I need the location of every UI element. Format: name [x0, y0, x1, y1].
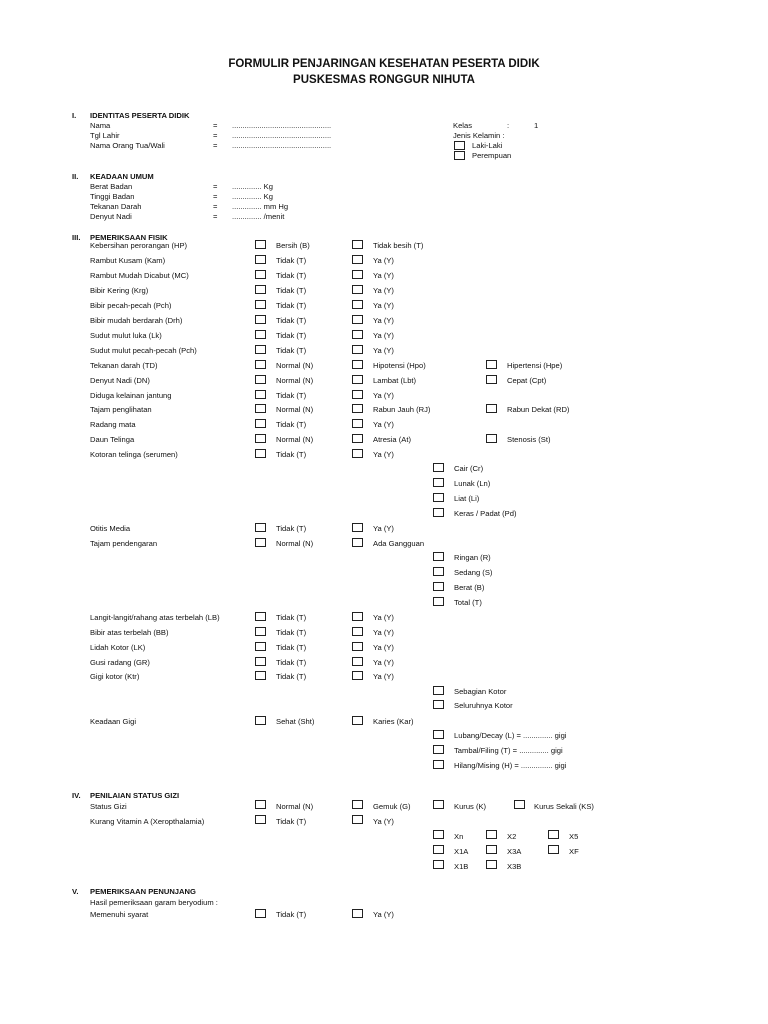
- option-1-label: Tidak (T): [276, 643, 307, 652]
- option-2-label: Ya (Y): [373, 672, 394, 681]
- option-2-label: Ya (Y): [373, 301, 394, 310]
- option-1-label: Tidak (T): [276, 286, 307, 295]
- option-1-label: Normal (N): [276, 405, 314, 414]
- tinggi-badan-equals: =: [213, 192, 218, 201]
- row-label: Diduga kelainan jantung: [90, 391, 172, 400]
- option-2-checkbox[interactable]: [352, 285, 363, 294]
- lubang-checkbox[interactable]: [433, 730, 444, 739]
- tekanan-darah-equals: =: [213, 202, 218, 211]
- berat-badan-field[interactable]: .............. Kg: [232, 182, 273, 191]
- option-1-label: Normal (N): [276, 435, 314, 444]
- option-1-checkbox[interactable]: [255, 360, 266, 369]
- vitamin-a-ya-checkbox[interactable]: [352, 815, 363, 824]
- nama-field[interactable]: ...............................................: [232, 121, 332, 130]
- tambal-checkbox[interactable]: [433, 745, 444, 754]
- nama-label: Nama: [90, 121, 111, 130]
- section-3-number: III.: [72, 233, 81, 242]
- berat-badan-equals: =: [213, 182, 218, 191]
- gangguan-total-checkbox[interactable]: [433, 597, 444, 606]
- option-2-label: Tidak besih (T): [373, 241, 424, 250]
- option-1-checkbox[interactable]: [255, 375, 266, 384]
- option-2-label: Ya (Y): [373, 391, 394, 400]
- option-1-checkbox[interactable]: [255, 612, 266, 621]
- section-4-number: IV.: [72, 791, 81, 800]
- option-1-label: Tidak (T): [276, 613, 307, 622]
- gizi-normal-checkbox[interactable]: [255, 800, 266, 809]
- x1a-checkbox[interactable]: [433, 845, 444, 854]
- option-1-label: Tidak (T): [276, 271, 307, 280]
- option-2-label: Ada Gangguan: [373, 539, 425, 548]
- serumen-keras-checkbox[interactable]: [433, 508, 444, 517]
- option-1-checkbox[interactable]: [255, 315, 266, 324]
- option-1-label: Normal (N): [276, 376, 314, 385]
- perempuan-label: Perempuan: [472, 151, 512, 160]
- xgrid-label: X1B: [454, 862, 469, 871]
- option-1-label: Tidak (T): [276, 391, 307, 400]
- option-3-label: Cepat (Cpt): [507, 376, 547, 385]
- kelas-value[interactable]: 1: [534, 121, 539, 130]
- option-2-label: Ya (Y): [373, 286, 394, 295]
- row-label: Tajam pendengaran: [90, 539, 158, 548]
- row-label: Tajam penglihatan: [90, 405, 152, 414]
- row-label: Sudut mulut pecah-pecah (Pch): [90, 346, 197, 355]
- option-3-checkbox[interactable]: [486, 434, 497, 443]
- option-2-checkbox[interactable]: [352, 330, 363, 339]
- row-label: Langit-langit/rahang atas terbelah (LB): [90, 613, 220, 622]
- gangguan-option-label: Ringan (R): [454, 553, 491, 562]
- section-1-number: I.: [72, 111, 77, 120]
- row-label: Rambut Mudah Dicabut (MC): [90, 271, 189, 280]
- section-3-heading: PEMERIKSAAN FISIK: [90, 233, 168, 242]
- gangguan-option-label: Total (T): [454, 598, 482, 607]
- x3a-checkbox[interactable]: [486, 845, 497, 854]
- section-5-number: V.: [72, 887, 79, 896]
- garam-beryodium-label: Hasil pemeriksaan garam beryodium :: [90, 898, 218, 907]
- serumen-option-label: Keras / Padat (Pd): [454, 509, 517, 518]
- perempuan-checkbox[interactable]: [454, 151, 465, 160]
- option-1-label: Tidak (T): [276, 420, 307, 429]
- gangguan-option-label: Berat (B): [454, 583, 485, 592]
- option-2-checkbox[interactable]: [352, 612, 363, 621]
- form-title-line2: PUSKESMAS RONGGUR NIHUTA: [293, 74, 475, 86]
- laki-laki-checkbox[interactable]: [454, 141, 465, 150]
- memenuhi-syarat-label: Memenuhi syarat: [90, 910, 149, 919]
- gangguan-option-label: Sedang (S): [454, 568, 493, 577]
- status-gizi-label: Status Gizi: [90, 802, 127, 811]
- kotor-option-label: Seluruhnya Kotor: [454, 701, 513, 710]
- serumen-option-label: Cair (Cr): [454, 464, 484, 473]
- option-1-label: Tidak (T): [276, 450, 307, 459]
- option-2-label: Ya (Y): [373, 256, 394, 265]
- serumen-option-label: Liat (Li): [454, 494, 480, 503]
- gizi-gemuk-label: Gemuk (G): [373, 802, 411, 811]
- tgl-lahir-label: Tgl Lahir: [90, 131, 120, 140]
- section-2-number: II.: [72, 172, 79, 181]
- option-1-checkbox[interactable]: [255, 657, 266, 666]
- option-1-label: Tidak (T): [276, 346, 307, 355]
- option-1-checkbox[interactable]: [255, 300, 266, 309]
- option-1-checkbox[interactable]: [255, 390, 266, 399]
- option-1-checkbox[interactable]: [255, 330, 266, 339]
- memenuhi-tidak-label: Tidak (T): [276, 910, 307, 919]
- row-label: Gusi radang (GR): [90, 658, 150, 667]
- berat-badan-label: Berat Badan: [90, 182, 133, 191]
- row-label: Radang mata: [90, 420, 136, 429]
- vitamin-a-tidak-label: Tidak (T): [276, 817, 307, 826]
- option-1-checkbox[interactable]: [255, 240, 266, 249]
- option-2-label: Ya (Y): [373, 524, 394, 533]
- karies-label: Karies (Kar): [373, 717, 414, 726]
- gangguan-sedang-checkbox[interactable]: [433, 567, 444, 576]
- option-2-checkbox[interactable]: [352, 627, 363, 636]
- option-1-checkbox[interactable]: [255, 642, 266, 651]
- gizi-kurus-label: Kurus (K): [454, 802, 487, 811]
- memenuhi-ya-label: Ya (Y): [373, 910, 394, 919]
- gizi-kurus-sekali-label: Kurus Sekali (KS): [534, 802, 594, 811]
- tekanan-darah-label: Tekanan Darah: [90, 202, 142, 211]
- xn-checkbox[interactable]: [433, 830, 444, 839]
- option-2-checkbox[interactable]: [352, 390, 363, 399]
- gizi-gemuk-checkbox[interactable]: [352, 800, 363, 809]
- option-2-checkbox[interactable]: [352, 434, 363, 443]
- option-1-label: Normal (N): [276, 539, 314, 548]
- option-2-label: Atresia (At): [373, 435, 411, 444]
- option-1-label: Tidak (T): [276, 256, 307, 265]
- hilang-label[interactable]: Hilang/Mising (H) = ............... gigi: [454, 761, 567, 770]
- section-4-heading: PENILAIAN STATUS GIZI: [90, 791, 180, 800]
- laki-laki-label: Laki-Laki: [472, 141, 503, 150]
- option-1-checkbox[interactable]: [255, 285, 266, 294]
- xgrid-label: X2: [507, 832, 517, 841]
- serumen-cair-checkbox[interactable]: [433, 463, 444, 472]
- option-2-checkbox[interactable]: [352, 270, 363, 279]
- option-2-checkbox[interactable]: [352, 523, 363, 532]
- option-1-label: Tidak (T): [276, 672, 307, 681]
- option-2-checkbox[interactable]: [352, 315, 363, 324]
- option-3-label: Hipertensi (Hpe): [507, 361, 563, 370]
- vitamin-a-label: Kurang Vitamin A (Xeropthalamia): [90, 817, 205, 826]
- x3b-checkbox[interactable]: [486, 860, 497, 869]
- tinggi-badan-label: Tinggi Badan: [90, 192, 135, 201]
- option-1-checkbox[interactable]: [255, 255, 266, 264]
- jenis-kelamin-label: Jenis Kelamin :: [453, 131, 505, 140]
- serumen-lunak-checkbox[interactable]: [433, 478, 444, 487]
- serumen-liat-checkbox[interactable]: [433, 493, 444, 502]
- option-1-label: Tidak (T): [276, 331, 307, 340]
- option-3-checkbox[interactable]: [486, 375, 497, 384]
- row-label: Lidah Kotor (LK): [90, 643, 146, 652]
- option-2-label: Rabun Jauh (RJ): [373, 405, 431, 414]
- row-label: Sudut mulut luka (Lk): [90, 331, 162, 340]
- serumen-option-label: Lunak (Ln): [454, 479, 491, 488]
- option-2-checkbox[interactable]: [352, 671, 363, 680]
- keadaan-gigi-label: Keadaan Gigi: [90, 717, 137, 726]
- xgrid-label: XF: [569, 847, 579, 856]
- option-1-checkbox[interactable]: [255, 671, 266, 680]
- option-2-label: Ya (Y): [373, 331, 394, 340]
- row-label: Kebersihan perorangan (HP): [90, 241, 188, 250]
- row-label: Bibir pecah-pecah (Pch): [90, 301, 172, 310]
- memenuhi-ya-checkbox[interactable]: [352, 909, 363, 918]
- option-1-checkbox[interactable]: [255, 449, 266, 458]
- denyut-nadi-field[interactable]: .............. /menit: [232, 212, 285, 221]
- option-2-checkbox[interactable]: [352, 404, 363, 413]
- gizi-kurus-checkbox[interactable]: [433, 800, 444, 809]
- option-2-checkbox[interactable]: [352, 240, 363, 249]
- tekanan-darah-field[interactable]: .............. mm Hg: [232, 202, 289, 211]
- option-3-checkbox[interactable]: [486, 404, 497, 413]
- option-2-label: Ya (Y): [373, 346, 394, 355]
- option-1-checkbox[interactable]: [255, 419, 266, 428]
- seluruhnya-kotor-checkbox[interactable]: [433, 700, 444, 709]
- option-2-label: Hipotensi (Hpo): [373, 361, 426, 370]
- option-1-label: Tidak (T): [276, 524, 307, 533]
- xgrid-label: X3A: [507, 847, 522, 856]
- option-2-label: Ya (Y): [373, 613, 394, 622]
- hilang-checkbox[interactable]: [433, 760, 444, 769]
- orang-tua-field[interactable]: ...............................................: [232, 141, 332, 150]
- nama-equals: =: [213, 121, 218, 130]
- gangguan-berat-checkbox[interactable]: [433, 582, 444, 591]
- option-3-label: Rabun Dekat (RD): [507, 405, 570, 414]
- option-1-checkbox[interactable]: [255, 523, 266, 532]
- xgrid-label: X5: [569, 832, 579, 841]
- option-2-checkbox[interactable]: [352, 657, 363, 666]
- sehat-label: Sehat (Sht): [276, 717, 315, 726]
- row-label: Bibir mudah berdarah (Drh): [90, 316, 183, 325]
- option-2-checkbox[interactable]: [352, 449, 363, 458]
- option-1-label: Normal (N): [276, 361, 314, 370]
- row-label: Rambut Kusam (Kam): [90, 256, 166, 265]
- row-label: Otitis Media: [90, 524, 131, 533]
- option-2-checkbox[interactable]: [352, 375, 363, 384]
- tgl-lahir-field[interactable]: ...............................................: [232, 131, 332, 140]
- option-2-label: Ya (Y): [373, 450, 394, 459]
- row-label: Daun Telinga: [90, 435, 135, 444]
- option-2-checkbox[interactable]: [352, 345, 363, 354]
- lubang-label[interactable]: Lubang/Decay (L) = .............. gigi: [454, 731, 567, 740]
- row-label: Denyut Nadi (DN): [90, 376, 150, 385]
- option-3-label: Stenosis (St): [507, 435, 551, 444]
- sehat-checkbox[interactable]: [255, 716, 266, 725]
- kelas-colon: :: [507, 121, 510, 130]
- x5-checkbox[interactable]: [548, 830, 559, 839]
- option-1-checkbox[interactable]: [255, 345, 266, 354]
- option-3-checkbox[interactable]: [486, 360, 497, 369]
- denyut-nadi-equals: =: [213, 212, 218, 221]
- option-2-checkbox[interactable]: [352, 360, 363, 369]
- section-5-heading: PEMERIKSAAN PENUNJANG: [90, 887, 196, 896]
- xf-checkbox[interactable]: [548, 845, 559, 854]
- sebagian-kotor-checkbox[interactable]: [433, 686, 444, 695]
- option-2-checkbox[interactable]: [352, 538, 363, 547]
- vitamin-a-ya-label: Ya (Y): [373, 817, 394, 826]
- option-2-checkbox[interactable]: [352, 642, 363, 651]
- gizi-kurus-sekali-checkbox[interactable]: [514, 800, 525, 809]
- gangguan-ringan-checkbox[interactable]: [433, 552, 444, 561]
- option-2-label: Ya (Y): [373, 643, 394, 652]
- xgrid-label: X3B: [507, 862, 522, 871]
- orang-tua-equals: =: [213, 141, 218, 150]
- vitamin-a-tidak-checkbox[interactable]: [255, 815, 266, 824]
- option-2-label: Ya (Y): [373, 628, 394, 637]
- option-2-label: Ya (Y): [373, 420, 394, 429]
- option-1-checkbox[interactable]: [255, 404, 266, 413]
- option-2-label: Lambat (Lbt): [373, 376, 417, 385]
- tinggi-badan-field[interactable]: .............. Kg: [232, 192, 273, 201]
- orang-tua-label: Nama Orang Tua/Wali: [90, 141, 165, 150]
- karies-checkbox[interactable]: [352, 716, 363, 725]
- section-2-heading: KEADAAN UMUM: [90, 172, 154, 181]
- x1b-checkbox[interactable]: [433, 860, 444, 869]
- option-1-label: Tidak (T): [276, 628, 307, 637]
- kelas-label: Kelas: [453, 121, 472, 130]
- kotor-option-label: Sebagian Kotor: [454, 687, 507, 696]
- row-label: Tekanan darah (TD): [90, 361, 158, 370]
- xgrid-label: X1A: [454, 847, 469, 856]
- row-label: Kotoran telinga (serumen): [90, 450, 178, 459]
- option-1-checkbox[interactable]: [255, 270, 266, 279]
- option-2-checkbox[interactable]: [352, 255, 363, 264]
- option-1-label: Tidak (T): [276, 658, 307, 667]
- option-2-checkbox[interactable]: [352, 300, 363, 309]
- row-label: Gigi kotor (Ktr): [90, 672, 140, 681]
- option-2-label: Ya (Y): [373, 316, 394, 325]
- option-2-label: Ya (Y): [373, 658, 394, 667]
- option-1-checkbox[interactable]: [255, 538, 266, 547]
- row-label: Bibir Kering (Krg): [90, 286, 149, 295]
- form-title-line1: FORMULIR PENJARINGAN KESEHATAN PESERTA DIDIK: [228, 58, 540, 70]
- option-1-label: Tidak (T): [276, 316, 307, 325]
- option-1-label: Tidak (T): [276, 301, 307, 310]
- gizi-normal-label: Normal (N): [276, 802, 314, 811]
- memenuhi-tidak-checkbox[interactable]: [255, 909, 266, 918]
- row-label: Bibir atas terbelah (BB): [90, 628, 169, 637]
- x2-checkbox[interactable]: [486, 830, 497, 839]
- section-1-heading: IDENTITAS PESERTA DIDIK: [90, 111, 190, 120]
- tambal-label[interactable]: Tambal/Filing (T) = .............. gigi: [454, 746, 563, 755]
- option-1-label: Bersih (B): [276, 241, 310, 250]
- option-1-checkbox[interactable]: [255, 434, 266, 443]
- xgrid-label: Xn: [454, 832, 464, 841]
- tgl-lahir-equals: =: [213, 131, 218, 140]
- option-2-label: Ya (Y): [373, 271, 394, 280]
- option-1-checkbox[interactable]: [255, 627, 266, 636]
- denyut-nadi-label: Denyut Nadi: [90, 212, 132, 221]
- option-2-checkbox[interactable]: [352, 419, 363, 428]
